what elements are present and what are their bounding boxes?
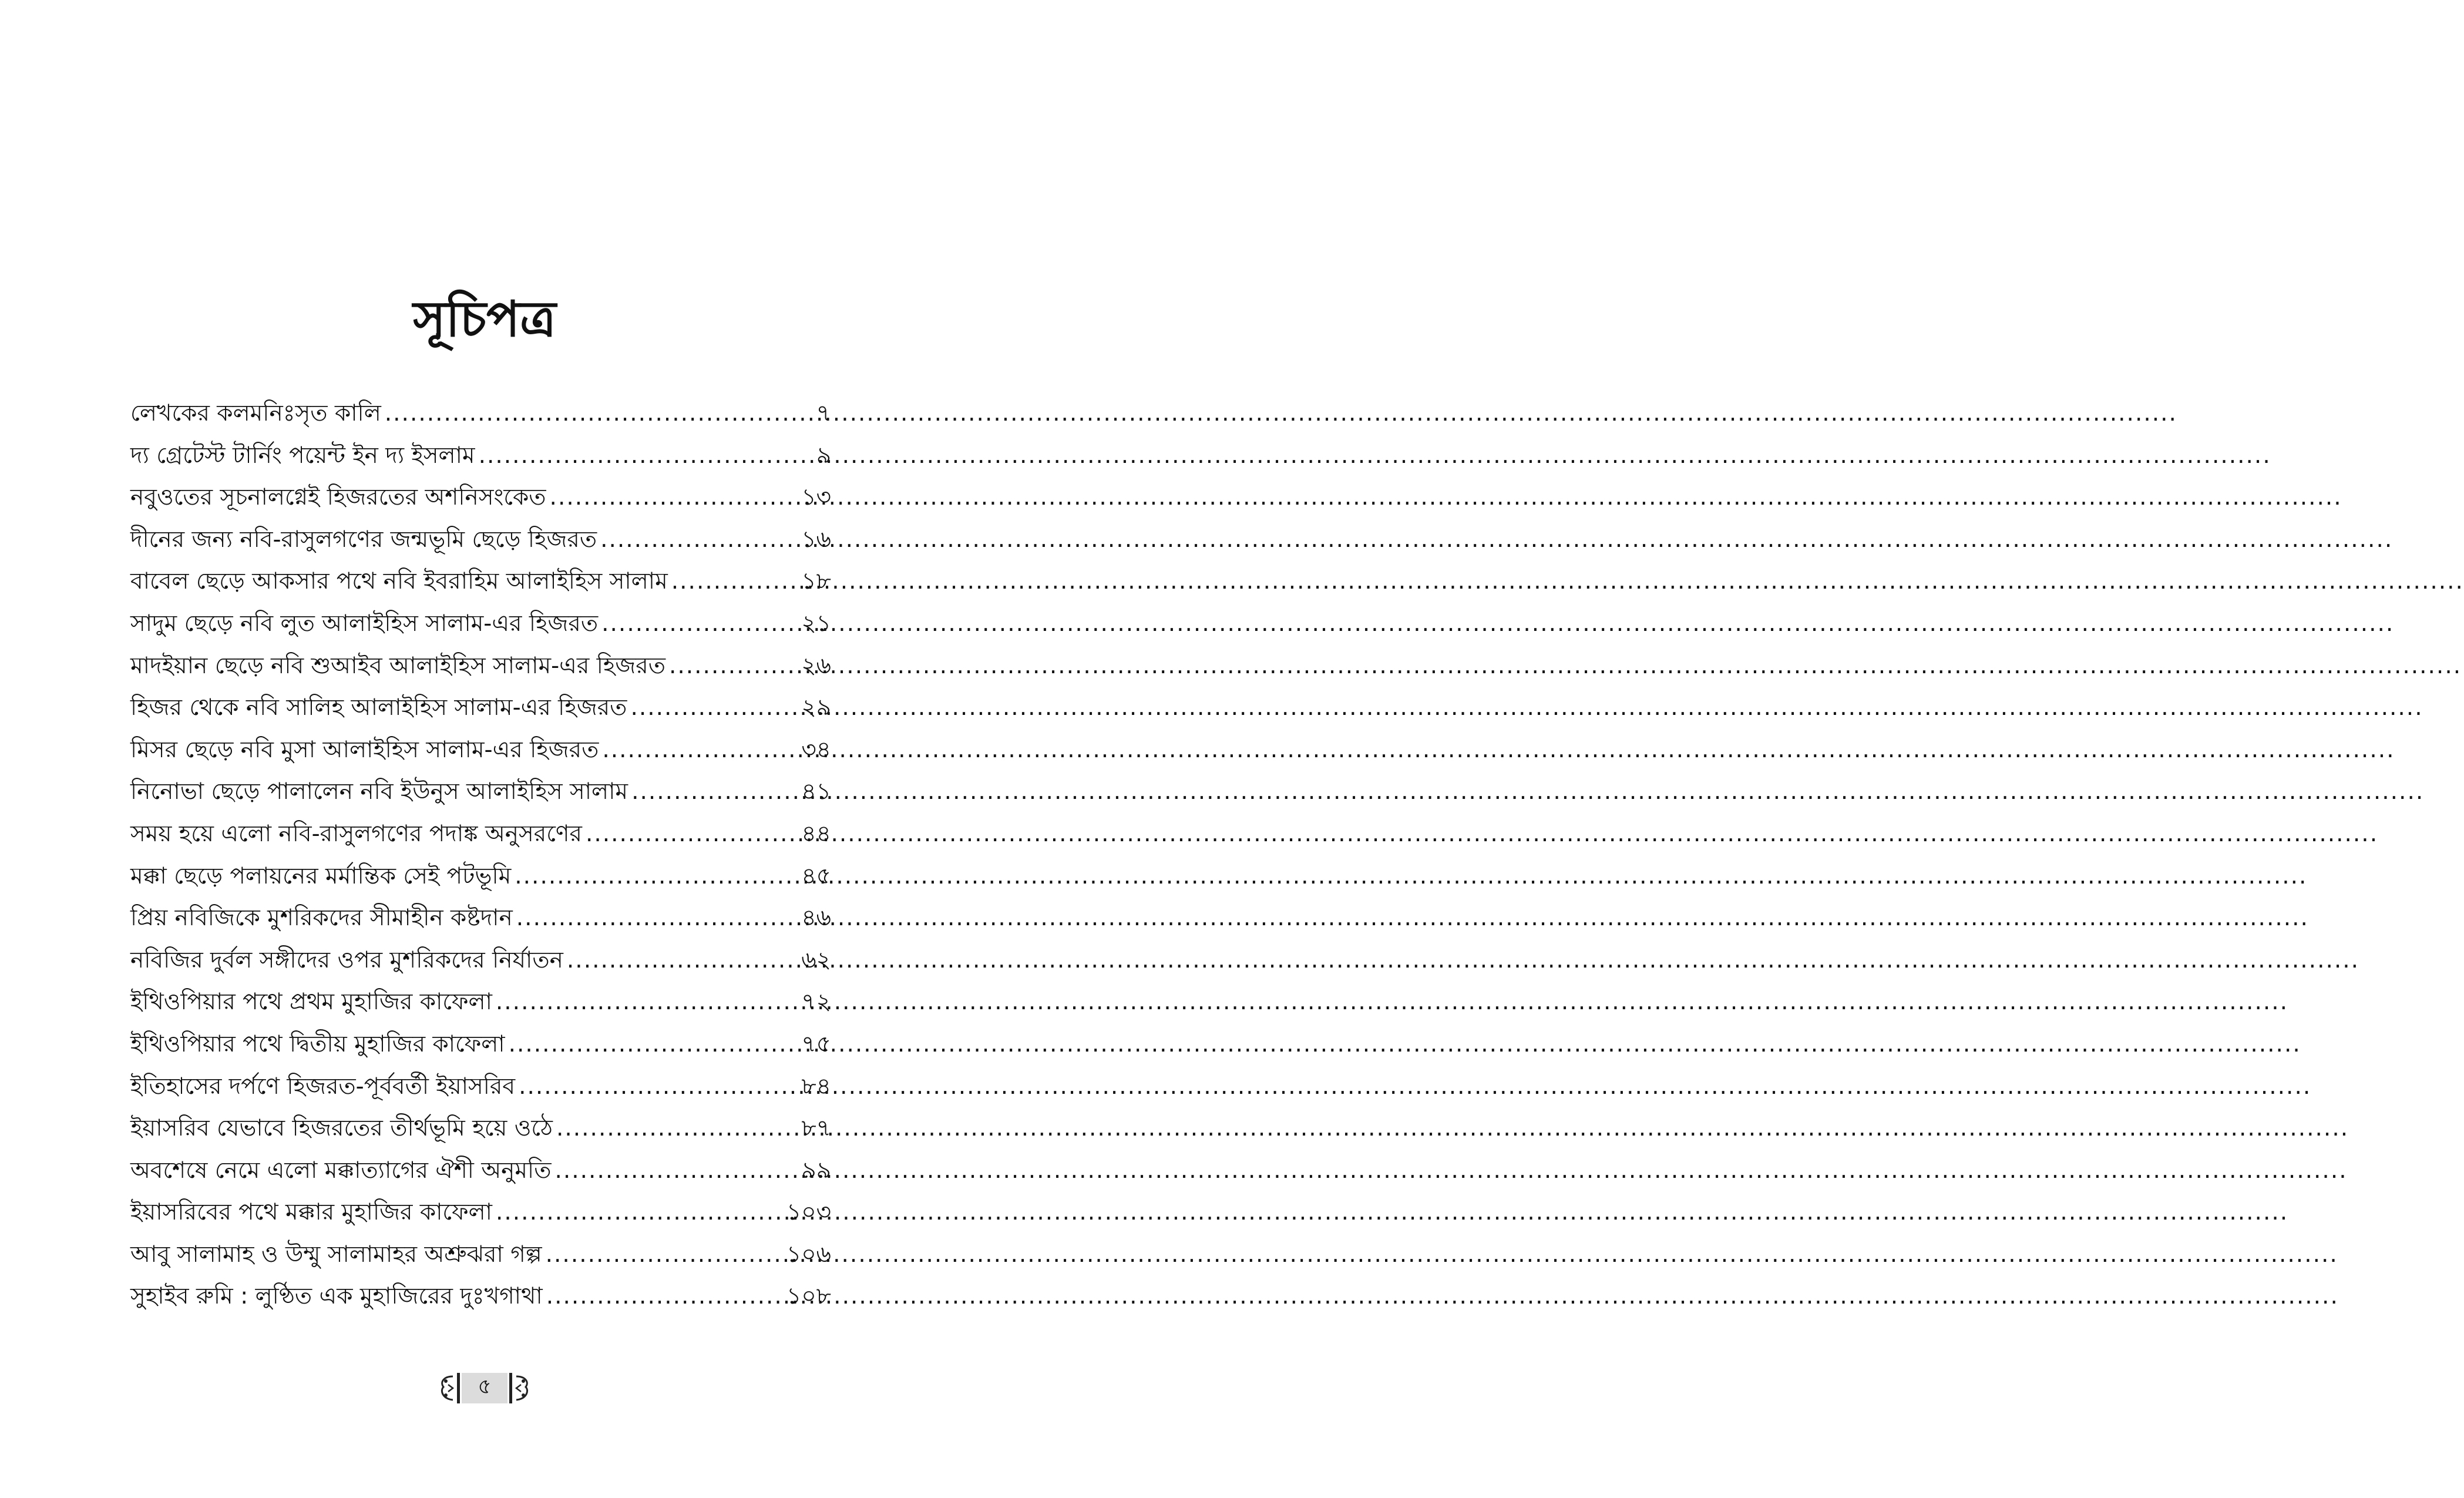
toc-entry-page: ১০৩ <box>786 1199 831 1226</box>
toc-entry-page: ১০৮ <box>786 1283 831 1310</box>
dot-leader <box>546 1234 783 1276</box>
toc-entry-title: ইথিওপিয়ার পথে প্রথম মুহাজির কাফেলা <box>130 989 492 1016</box>
toc-entry-page: ১৩ <box>801 484 831 511</box>
dot-leader <box>567 939 798 982</box>
toc-entry-page: ৯ <box>816 442 831 469</box>
toc-entry-page: ৯৯ <box>801 1157 831 1184</box>
dot-leader <box>586 813 798 855</box>
toc-entry <box>130 771 831 813</box>
dot-leader <box>556 1107 798 1150</box>
toc-entry-title: লেখকের কলমনিঃসৃত কালি <box>130 400 381 426</box>
toc-entry <box>130 1275 831 1318</box>
toc-entry-page: ২৬ <box>801 652 831 679</box>
toc-entry-page: ৪৫ <box>801 862 831 889</box>
toc-entry-page: ২১ <box>801 610 831 637</box>
toc-entry <box>130 729 831 771</box>
page-number-footer <box>432 1372 537 1405</box>
toc-entry-page: ৭২ <box>801 989 831 1016</box>
dot-leader <box>630 687 798 729</box>
toc-entry <box>130 392 831 435</box>
toc-entry-title: নবুওতের সূচনালগ্নেই হিজরতের অশনিসংকেত <box>130 484 546 511</box>
toc-entry-title: নিনোভা ছেড়ে পালালেন নবি ইউনুস আলাইহিস সালাম <box>130 778 628 805</box>
dot-leader <box>602 729 798 771</box>
toc-entry-page: ৪১ <box>801 778 831 805</box>
toc-entry <box>130 897 831 939</box>
toc-entry-title: দীনের জন্য নবি-রাসুলগণের জন্মভূমি ছেড়ে হিজরত <box>130 526 597 553</box>
toc-entry-title: বাবেল ছেড়ে আকসার পথে নবি ইবরাহিম আলাইহিস সালাম <box>130 568 668 595</box>
dot-leader <box>554 1150 798 1192</box>
toc-entry <box>130 981 831 1023</box>
dot-leader <box>515 855 798 898</box>
toc-entry-page: ৩৪ <box>801 736 831 763</box>
dot-leader <box>509 1023 798 1066</box>
left-ornament-icon <box>438 1373 455 1403</box>
document-page <box>0 0 969 1498</box>
toc-entry-title: প্রিয় নবিজিকে মুশরিকদের সীমাহীন কষ্টদান <box>130 905 513 932</box>
toc-entry <box>130 603 831 645</box>
right-ornament-icon <box>514 1373 532 1403</box>
toc-entry-page: ৭৫ <box>801 1030 831 1057</box>
toc-entry-page: ৪৬ <box>801 905 831 932</box>
page-title: সূচিপত্র <box>413 290 556 348</box>
toc-entry <box>130 1066 831 1108</box>
toc-entry-page: ৭ <box>816 400 831 426</box>
toc-entry-page: ১০৬ <box>786 1241 831 1268</box>
toc-entry <box>130 519 831 561</box>
toc-entry-title: সময় হয়ে এলো নবি-রাসুলগণের পদাঙ্ক অনুসরণের <box>130 820 582 847</box>
toc-entry <box>130 435 831 477</box>
toc-entry-page: ২৯ <box>801 694 831 721</box>
toc-entry-title: নবিজির দুর্বল সঙ্গীদের ওপর মুশরিকদের নির্যাতন <box>130 946 563 973</box>
toc-entry <box>130 813 831 855</box>
toc-entry-title: হিজর থেকে নবি সালিহ আলাইহিস সালাম-এর হিজরত <box>130 694 627 721</box>
dot-leader <box>671 560 798 603</box>
toc-entry-title: সুহাইব রুমি : লুণ্ঠিত এক মুহাজিরের দুঃখগাথা <box>130 1283 543 1310</box>
toc-entry-title: মিসর ছেড়ে নবি মুসা আলাইহিস সালাম-এর হিজরত <box>130 736 599 763</box>
dot-leader <box>550 476 798 519</box>
dot-leader <box>601 603 798 645</box>
dot-leader <box>519 1066 798 1108</box>
dot-leader <box>385 392 813 435</box>
table-of-contents <box>130 392 831 1318</box>
dot-leader <box>516 897 798 939</box>
toc-entry <box>130 939 831 982</box>
toc-entry-page: ৮৭ <box>801 1115 831 1142</box>
page-number: ৫ <box>462 1373 507 1403</box>
toc-entry <box>130 1023 831 1066</box>
toc-entry <box>130 687 831 729</box>
toc-entry <box>130 645 831 687</box>
ornament-bar <box>457 1373 460 1403</box>
toc-entry-title: সাদুম ছেড়ে নবি লুত আলাইহিস সালাম-এর হিজরত <box>130 610 599 637</box>
toc-entry <box>130 1234 831 1276</box>
toc-entry-title: দ্য গ্রেটেস্ট টার্নিং পয়েন্ট ইন দ্য ইসলাম <box>130 442 475 469</box>
toc-entry-title: আবু সালামাহ ও উম্মু সালামাহর অশ্রুঝরা গল্প <box>130 1241 542 1268</box>
toc-entry <box>130 476 831 519</box>
toc-entry-title: মাদইয়ান ছেড়ে নবি শুআইব আলাইহিস সালাম-এর হিজরত <box>130 652 665 679</box>
toc-entry <box>130 855 831 898</box>
toc-entry-title: ইথিওপিয়ার পথে দ্বিতীয় মুহাজির কাফেলা <box>130 1030 505 1057</box>
toc-entry-title: মক্কা ছেড়ে পলায়নের মর্মান্তিক সেই পটভূমি <box>130 862 512 889</box>
toc-entry-page: ১৮ <box>801 568 831 595</box>
toc-entry-title: অবশেষে নেমে এলো মক্কাত্যাগের ঐশী অনুমতি <box>130 1157 552 1184</box>
toc-entry-title: ইয়াসরিবের পথে মক্কার মুহাজির কাফেলা <box>130 1199 492 1226</box>
toc-entry-title: ইতিহাসের দর্পণে হিজরত-পূর্ববর্তী ইয়াসরিব <box>130 1073 516 1100</box>
dot-leader <box>496 981 798 1023</box>
dot-leader <box>479 435 813 477</box>
ornament-bar <box>509 1373 512 1403</box>
dot-leader <box>546 1275 783 1318</box>
toc-entry-page: ৪৪ <box>801 820 831 847</box>
dot-leader <box>496 1191 783 1234</box>
toc-entry <box>130 1150 831 1192</box>
toc-entry <box>130 1191 831 1234</box>
dot-leader <box>631 771 798 813</box>
dot-leader <box>600 519 798 561</box>
toc-entry-page: ৬২ <box>801 946 831 973</box>
dot-leader <box>669 645 798 687</box>
toc-entry <box>130 560 831 603</box>
toc-entry-page: ১৬ <box>801 526 831 553</box>
toc-entry-page: ৮৪ <box>801 1073 831 1100</box>
toc-entry-title: ইয়াসরিব যেভাবে হিজরতের তীর্থভূমি হয়ে ওঠে <box>130 1115 553 1142</box>
toc-entry <box>130 1107 831 1150</box>
